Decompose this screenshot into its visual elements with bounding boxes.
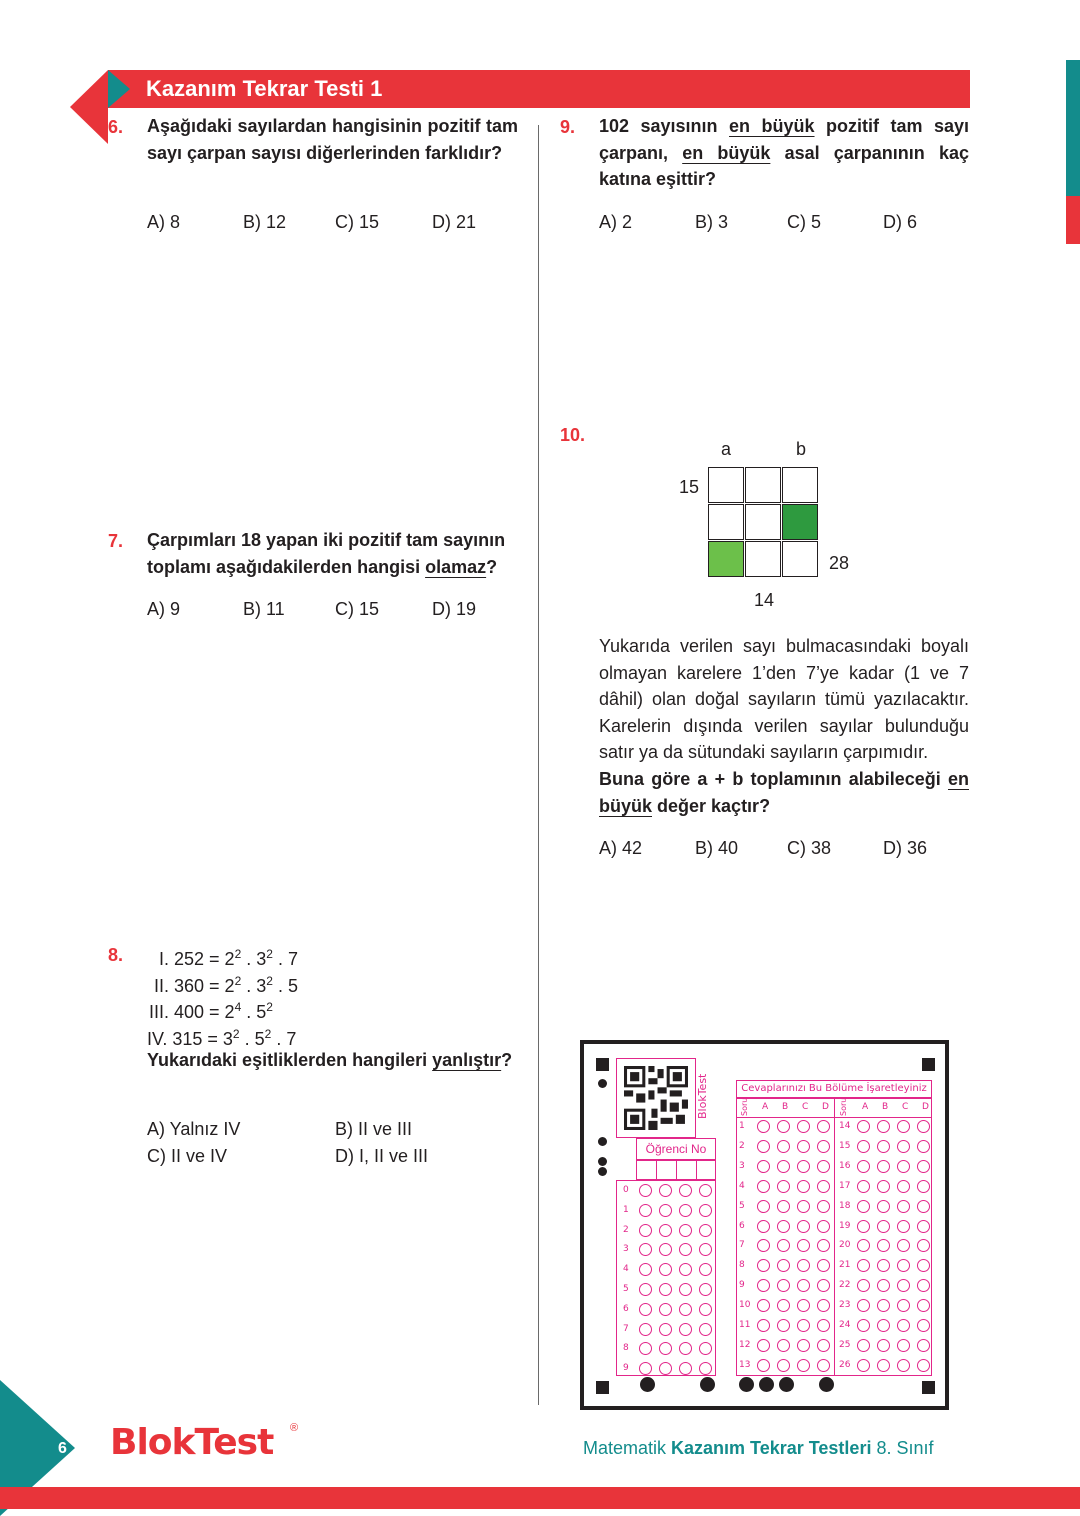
answer-bubble[interactable] xyxy=(797,1359,810,1372)
digit-bubble[interactable] xyxy=(659,1303,672,1316)
question-9-option-c[interactable]: C) 5 xyxy=(787,212,822,232)
question-6-option-b[interactable]: B) 12 xyxy=(243,212,287,232)
answer-bubble[interactable] xyxy=(797,1120,810,1133)
question-7-option-c[interactable]: C) 15 xyxy=(335,599,380,619)
label-row3-product: 28 xyxy=(829,553,850,573)
answer-bubble[interactable] xyxy=(897,1160,910,1173)
answer-letter-header: B xyxy=(782,1102,789,1112)
timing-dot xyxy=(640,1377,655,1392)
digit-bubble[interactable] xyxy=(679,1184,692,1197)
question-row-number: 13 xyxy=(739,1359,751,1370)
answer-bubble[interactable] xyxy=(797,1220,810,1233)
question-10-option-d[interactable]: D) 36 xyxy=(883,838,928,858)
digit-bubble[interactable] xyxy=(679,1204,692,1217)
answer-bubble[interactable] xyxy=(917,1339,930,1352)
soru-label-right: Soru xyxy=(839,1097,848,1116)
answer-bubble[interactable] xyxy=(897,1120,910,1133)
question-10-number: 10. xyxy=(560,425,586,445)
question-7-option-d[interactable]: D) 19 xyxy=(432,599,477,619)
page-number: 6 xyxy=(58,1440,67,1457)
answer-bubble[interactable] xyxy=(877,1180,890,1193)
answer-bubble[interactable] xyxy=(897,1140,910,1153)
question-9-number: 9. xyxy=(560,117,576,137)
answer-bubble[interactable] xyxy=(817,1319,830,1332)
grid-cell xyxy=(745,467,781,503)
edge-tab-red xyxy=(1066,196,1080,244)
answer-bubble[interactable] xyxy=(917,1319,930,1332)
digit-bubble[interactable] xyxy=(659,1204,672,1217)
digit-label: 5 xyxy=(623,1284,629,1294)
question-7-number: 7. xyxy=(108,531,124,551)
digit-label: 6 xyxy=(623,1303,629,1314)
timing-dot xyxy=(739,1377,754,1392)
question-6-number: 6. xyxy=(108,117,124,137)
answer-bubble[interactable] xyxy=(897,1339,910,1352)
answer-bubble[interactable] xyxy=(817,1299,830,1312)
answer-bubble[interactable] xyxy=(897,1200,910,1213)
question-7-stem: Çarpımları 18 yapan iki pozitif tam sayının toplamı aşağıdakilerden hangisi olamaz? xyxy=(147,530,506,577)
answer-bubble[interactable] xyxy=(817,1180,830,1193)
answer-bubble[interactable] xyxy=(757,1299,770,1312)
question-row-number: 25 xyxy=(839,1339,851,1350)
answer-bubble[interactable] xyxy=(857,1299,870,1312)
answer-bubble[interactable] xyxy=(777,1140,790,1153)
digit-label: 2 xyxy=(623,1224,629,1235)
digit-bubble[interactable] xyxy=(659,1323,672,1336)
digit-bubble[interactable] xyxy=(679,1224,692,1237)
answer-bubble[interactable] xyxy=(817,1359,830,1372)
answer-bubble[interactable] xyxy=(857,1359,870,1372)
grid-cell xyxy=(782,541,818,577)
label-a: a xyxy=(721,439,732,459)
question-9-option-b[interactable]: B) 3 xyxy=(695,212,729,232)
answer-bubble[interactable] xyxy=(777,1160,790,1173)
digit-bubble[interactable] xyxy=(639,1283,652,1296)
answer-bubble[interactable] xyxy=(917,1359,930,1372)
grid-cell xyxy=(708,504,744,540)
answer-bubble[interactable] xyxy=(757,1200,770,1213)
corner-mark xyxy=(596,1381,609,1394)
digit-bubble[interactable] xyxy=(639,1204,652,1217)
soru-label-left: Soru xyxy=(740,1097,749,1116)
question-row-number: 16 xyxy=(839,1160,851,1171)
label-row1-product: 15 xyxy=(679,477,700,497)
digit-bubble[interactable] xyxy=(679,1303,692,1316)
digit-label: 0 xyxy=(623,1185,629,1195)
digit-bubble[interactable] xyxy=(679,1323,692,1336)
answer-bubble[interactable] xyxy=(917,1160,930,1173)
answer-bubble[interactable] xyxy=(797,1319,810,1332)
answer-bubble[interactable] xyxy=(757,1160,770,1173)
question-row-number: 6 xyxy=(739,1220,745,1231)
digit-label: 3 xyxy=(623,1244,629,1255)
student-number-boxes xyxy=(636,1160,716,1180)
answer-bubble[interactable] xyxy=(797,1180,810,1193)
answer-bubble[interactable] xyxy=(917,1200,930,1213)
timing-dot xyxy=(598,1167,607,1176)
question-row-number: 7 xyxy=(739,1240,745,1251)
answer-bubble[interactable] xyxy=(757,1319,770,1332)
question-row-number: 5 xyxy=(739,1200,745,1211)
label-col2-product: 14 xyxy=(754,590,775,610)
answer-bubble[interactable] xyxy=(857,1140,870,1153)
answer-bubble[interactable] xyxy=(797,1339,810,1352)
answer-bubble[interactable] xyxy=(897,1220,910,1233)
question-row-number: 8 xyxy=(739,1260,745,1271)
question-8-option-d[interactable]: D) I, II ve III xyxy=(335,1146,429,1166)
answer-bubble[interactable] xyxy=(777,1319,790,1332)
question-row-number: 23 xyxy=(839,1300,851,1311)
answer-letter-header: B xyxy=(882,1102,889,1112)
registered-mark: ® xyxy=(290,1422,299,1434)
answer-letter-header: A xyxy=(762,1102,769,1112)
answer-bubble[interactable] xyxy=(877,1120,890,1133)
answer-bubble[interactable] xyxy=(817,1220,830,1233)
digit-bubble[interactable] xyxy=(659,1184,672,1197)
answer-bubble[interactable] xyxy=(797,1299,810,1312)
digit-bubble[interactable] xyxy=(639,1323,652,1336)
question-row-number: 10 xyxy=(739,1300,751,1311)
answer-bubble[interactable] xyxy=(817,1120,830,1133)
corner-mark xyxy=(596,1058,609,1071)
answer-bubble[interactable] xyxy=(757,1339,770,1352)
answer-instruction: Cevaplarınızı Bu Bölüme İşaretleyiniz xyxy=(736,1080,932,1098)
timing-dot xyxy=(759,1377,774,1392)
answer-bubble[interactable] xyxy=(797,1160,810,1173)
digit-bubble[interactable] xyxy=(659,1224,672,1237)
question-row-number: 14 xyxy=(839,1121,851,1131)
answer-bubble[interactable] xyxy=(797,1140,810,1153)
question-10-option-b[interactable]: B) 40 xyxy=(695,838,739,858)
question-row-number: 26 xyxy=(839,1359,851,1370)
answer-bubble[interactable] xyxy=(877,1200,890,1213)
grid-cell-shaded xyxy=(708,541,744,577)
question-row-number: 4 xyxy=(739,1180,745,1191)
question-row-number: 17 xyxy=(839,1180,851,1191)
answer-bubble[interactable] xyxy=(857,1160,870,1173)
answer-bubble[interactable] xyxy=(757,1220,770,1233)
digit-label: 8 xyxy=(623,1343,629,1354)
answer-bubble[interactable] xyxy=(757,1359,770,1372)
answer-bubble[interactable] xyxy=(897,1180,910,1193)
answer-bubble[interactable] xyxy=(857,1339,870,1352)
answer-bubble[interactable] xyxy=(857,1180,870,1193)
digit-bubble[interactable] xyxy=(639,1303,652,1316)
qr-code-icon xyxy=(624,1066,688,1130)
student-number-label: Öğrenci No xyxy=(636,1138,716,1160)
answer-bubble[interactable] xyxy=(777,1339,790,1352)
question-row-number: 9 xyxy=(739,1280,745,1291)
grid-cell xyxy=(745,541,781,577)
question-8-option-a[interactable]: A) Yalnız IV xyxy=(147,1119,241,1139)
question-9-stem: 102 sayısının en büyük pozitif tam sayı çarpanı, en büyük asal çarpanının kaç katına eşittir? xyxy=(599,116,969,189)
question-8-stem: Yukarıdaki eşitliklerden hangileri yanlıştır? xyxy=(147,1050,513,1070)
digit-bubble[interactable] xyxy=(699,1224,712,1237)
digit-bubble[interactable] xyxy=(699,1184,712,1197)
question-6-option-a[interactable]: A) 8 xyxy=(147,212,181,232)
column-divider xyxy=(538,125,539,1405)
question-8-number: 8. xyxy=(108,945,124,965)
answer-bubble[interactable] xyxy=(777,1220,790,1233)
question-10-option-a[interactable]: A) 42 xyxy=(599,838,643,858)
answer-bubble[interactable] xyxy=(777,1120,790,1133)
question-row-number: 12 xyxy=(739,1339,751,1350)
answer-bubble[interactable] xyxy=(917,1120,930,1133)
timing-dot xyxy=(598,1137,607,1146)
qr-code-frame xyxy=(616,1058,696,1138)
footer-bar xyxy=(0,1487,1080,1509)
grid-cell-shaded xyxy=(782,504,818,540)
answer-bubble[interactable] xyxy=(897,1319,910,1332)
digit-bubble[interactable] xyxy=(699,1323,712,1336)
answer-bubble[interactable] xyxy=(877,1140,890,1153)
brand-logo: BlokTest xyxy=(110,1422,274,1463)
question-row-number: 1 xyxy=(739,1121,745,1131)
question-row-number: 2 xyxy=(739,1140,745,1151)
question-8-option-b[interactable]: B) II ve III xyxy=(335,1119,413,1139)
answer-letter-header: D xyxy=(822,1102,829,1112)
answer-bubble[interactable] xyxy=(917,1140,930,1153)
answer-bubble[interactable] xyxy=(857,1200,870,1213)
sheet-brand: BlokTest xyxy=(696,1073,709,1119)
question-row-number: 21 xyxy=(839,1260,851,1271)
answer-bubble[interactable] xyxy=(897,1359,910,1372)
answer-bubble[interactable] xyxy=(817,1200,830,1213)
answer-bubble[interactable] xyxy=(857,1120,870,1133)
question-9-option-a[interactable]: A) 2 xyxy=(599,212,633,232)
answer-bubble[interactable] xyxy=(777,1200,790,1213)
answer-bubble[interactable] xyxy=(857,1220,870,1233)
answer-bubble[interactable] xyxy=(757,1140,770,1153)
question-row-number: 3 xyxy=(739,1160,745,1171)
grid-cell xyxy=(745,504,781,540)
answer-bubble[interactable] xyxy=(877,1319,890,1332)
answer-letter-header: C xyxy=(902,1102,909,1112)
question-6-option-c[interactable]: C) 15 xyxy=(335,212,380,232)
digit-bubble[interactable] xyxy=(699,1204,712,1217)
corner-mark xyxy=(922,1381,935,1394)
answer-bubble[interactable] xyxy=(757,1120,770,1133)
page-title: Kazanım Tekrar Testi 1 xyxy=(146,76,383,101)
question-row-number: 15 xyxy=(839,1140,851,1151)
answer-bubble[interactable] xyxy=(857,1319,870,1332)
series-title: Matematik Kazanım Tekrar Testleri 8. Sınıf xyxy=(583,1438,934,1458)
digit-bubble[interactable] xyxy=(699,1283,712,1296)
answer-bubble[interactable] xyxy=(777,1299,790,1312)
digit-bubble[interactable] xyxy=(639,1184,652,1197)
question-10-paragraph: Yukarıda verilen sayı bulmacasındaki boyalı olmayan karelere 1’den 7’ye kadar (1 ve 7 dâhil) olan doğal sayıların tümü yazılacaktır. Karelerin dışında verilen sayılar bulunduğu satır ya da sütundaki sayıların çarpımıdır. xyxy=(599,636,969,762)
timing-dot xyxy=(598,1157,607,1166)
answer-bubble[interactable] xyxy=(877,1160,890,1173)
digit-label: 7 xyxy=(623,1323,629,1334)
question-row-number: 19 xyxy=(839,1220,851,1231)
header-arrow xyxy=(70,70,108,144)
answer-bubble[interactable] xyxy=(777,1180,790,1193)
grid-cell xyxy=(782,467,818,503)
statement-iii: III. $400 = 2^4$ . $5^2$ xyxy=(149,1000,273,1022)
edge-tab-teal xyxy=(1066,60,1080,200)
question-row-number: 18 xyxy=(839,1200,851,1211)
question-6-option-d[interactable]: D) 21 xyxy=(432,212,477,232)
digit-label: 1 xyxy=(623,1204,629,1215)
answer-letter-header: A xyxy=(862,1102,869,1112)
answer-bubble[interactable] xyxy=(757,1180,770,1193)
digit-bubble[interactable] xyxy=(659,1283,672,1296)
corner-mark xyxy=(922,1058,935,1071)
answer-bubble[interactable] xyxy=(877,1299,890,1312)
digit-bubble[interactable] xyxy=(639,1224,652,1237)
digit-bubble[interactable] xyxy=(699,1303,712,1316)
answer-bubble[interactable] xyxy=(917,1299,930,1312)
timing-dot xyxy=(819,1377,834,1392)
timing-dot xyxy=(700,1377,715,1392)
statement-ii: II. $360 = 2^2$ . $3^2$ . 5 xyxy=(154,974,298,996)
answer-bubble[interactable] xyxy=(917,1220,930,1233)
timing-dot xyxy=(779,1377,794,1392)
label-b: b xyxy=(796,439,807,459)
grid-cell xyxy=(708,467,744,503)
digit-bubble[interactable] xyxy=(679,1283,692,1296)
answer-bubble[interactable] xyxy=(777,1359,790,1372)
answer-bubble[interactable] xyxy=(817,1160,830,1173)
timing-dot xyxy=(598,1079,607,1088)
answer-bubble[interactable] xyxy=(877,1339,890,1352)
header-teal-arrow xyxy=(108,70,130,108)
answer-bubble[interactable] xyxy=(917,1180,930,1193)
answer-bubble[interactable] xyxy=(817,1339,830,1352)
digit-label: 9 xyxy=(623,1363,629,1374)
statement-iv: IV. $315 = 3^2$ . $5^2$ . 7 xyxy=(147,1027,297,1049)
statement-i: I. $252 = 2^2$ . $3^2$ . 7 xyxy=(159,947,298,969)
question-6-stem: Aşağıdaki sayılardan hangisinin pozitif tam sayı çarpan sayısı diğerlerinden farklıdır? xyxy=(147,116,518,163)
question-row-number: 22 xyxy=(839,1280,851,1291)
question-row-number: 24 xyxy=(839,1320,851,1330)
answer-bubble[interactable] xyxy=(877,1359,890,1372)
answer-bubble[interactable] xyxy=(817,1140,830,1153)
answer-letter-header: D xyxy=(922,1102,929,1112)
question-row-number: 20 xyxy=(839,1240,851,1251)
digit-label: 4 xyxy=(623,1264,629,1275)
question-row-number: 11 xyxy=(739,1320,751,1330)
question-10-stem: Buna göre a + b toplamının alabileceği en büyük değer kaçtır? xyxy=(599,769,969,816)
optical-answer-sheet xyxy=(580,1040,949,1410)
question-9-option-d[interactable]: D) 6 xyxy=(883,212,918,232)
question-8-option-c[interactable]: C) II ve IV xyxy=(147,1146,228,1166)
question-10-option-c[interactable]: C) 38 xyxy=(787,838,832,858)
answer-bubble[interactable] xyxy=(897,1299,910,1312)
answer-bubble[interactable] xyxy=(877,1220,890,1233)
question-7-option-b[interactable]: B) 11 xyxy=(243,599,285,619)
answer-bubble[interactable] xyxy=(797,1200,810,1213)
question-7-option-a[interactable]: A) 9 xyxy=(147,599,181,619)
answer-letter-header: C xyxy=(802,1102,809,1112)
